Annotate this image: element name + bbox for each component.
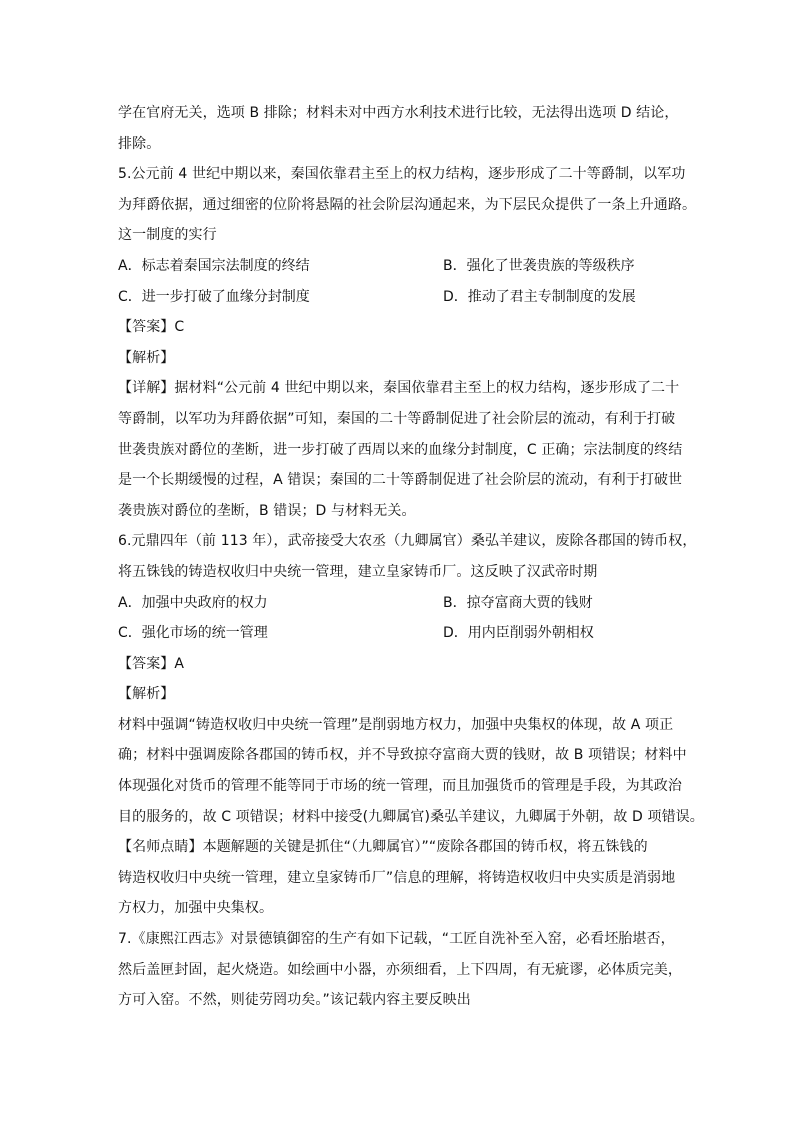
question-stem-line: 7.《康熙江西志》对景德镇御窑的生产有如下记载，“工匠自洗补至入窑，必看坯胎堪否， <box>118 931 675 948</box>
option-row <box>118 588 680 619</box>
option-row <box>118 251 680 282</box>
option-b: B．强化了世袭贵族的等级秩序 <box>443 257 635 274</box>
question-stem-line: 为拜爵依据，通过细密的位阶将悬隔的社会阶层沟通起来，为下层民众提供了一条上升通路。 <box>118 196 697 213</box>
analysis-label: 【解析】 <box>118 349 175 366</box>
top-continuation <box>118 98 680 159</box>
analysis-label: 【解析】 <box>118 686 175 703</box>
option-b: B．掠夺富商大贾的钱财 <box>443 594 593 611</box>
analysis-line: 材料中强调“铸造权收归中央统一管理”是削弱地方权力，加强中央集权的体现，故 A 项正 <box>118 716 674 733</box>
option-c: C．强化市场的统一管理 <box>118 625 268 642</box>
tip-line: 【名师点睛】本题解题的关键是抓住“（九卿属官）”“废除各郡国的铸币权，将五铢钱的 <box>118 839 648 856</box>
tip-line: 铸造权收归中央统一管理，建立皇家铸币厂”信息的理解，将铸造权收归中央实质是消弱地 <box>118 869 676 886</box>
text-line: 排除。 <box>118 135 161 152</box>
option-row <box>118 618 680 649</box>
question-stem-line: 然后盖匣封固，起火烧造。如绘画中小器，亦须细看，上下四周，有无疵谬，必体质完美， <box>118 961 682 978</box>
analysis-line: 世袭贵族对爵位的垄断，进一步打破了西周以来的血缘分封制度，C 正确；宗法制度的终结 <box>118 441 683 458</box>
analysis-line: 是一个长期缓慢的过程，A 错误；秦国的二十等爵制促进了社会阶层的流动，有利于打破世 <box>118 472 683 489</box>
question-5 <box>118 159 697 526</box>
question-stem-line: 将五铢钱的铸造权收归中央统一管理，建立皇家铸币厂。这反映了汉武帝时期 <box>118 563 598 580</box>
option-c: C．进一步打破了血缘分封制度 <box>118 288 310 305</box>
answer-line: 【答案】C <box>118 319 185 336</box>
question-stem-line: 6.元鼎四年（前 113 年），武帝接受大农丞（九卿属官）桑弘羊建议，废除各郡国的铸币权， <box>118 533 697 550</box>
option-a: A．加强中央政府的权力 <box>118 594 268 611</box>
option-a: A．标志着秦国宗法制度的终结 <box>118 257 310 274</box>
option-d: D．用内臣削弱外朝相权 <box>443 625 594 642</box>
analysis-line: 体现强化对货币的管理不能等同于市场的统一管理，而且加强货币的管理是手段，为其政治 <box>118 778 682 795</box>
text-line: 学在官府无关，选项 B 排除；材料未对中西方水利技术进行比较，无法得出选项 D 结论， <box>118 105 679 121</box>
question-stem-line: 这一制度的实行 <box>118 227 217 244</box>
analysis-line: 确；材料中强调废除各郡国的铸币权，并不导致掠夺富商大贾的钱财，故 B 项错误；材料中 <box>118 747 687 764</box>
question-stem-line: 5.公元前 4 世纪中期以来，秦国依靠君主至上的权力结构，逐步形成了二十等爵制，以军功 <box>118 166 686 183</box>
analysis-line: 袭贵族对爵位的垄断，B 错误；D 与材料无关。 <box>118 502 416 519</box>
question-stem-line: 方可入窑。不然，则徒劳罔功矣。”该记载内容主要反映出 <box>118 992 471 1009</box>
analysis-line: 等爵制，以军功为拜爵依据”可知，秦国的二十等爵制促进了社会阶层的流动，有利于打破 <box>118 410 676 427</box>
option-d: D．推动了君主专制制度的发展 <box>443 288 636 305</box>
answer-line: 【答案】A <box>118 655 185 672</box>
question-7 <box>118 924 680 1016</box>
analysis-line: 目的服务的，故 C 项错误；材料中接受(九卿属官)桑弘羊建议，九卿属于外朝，故 D 项错误。 <box>118 808 704 825</box>
tip-line: 方权力，加强中央集权。 <box>118 900 274 917</box>
question-6 <box>118 526 704 924</box>
document-page <box>118 98 704 1016</box>
option-row <box>118 282 680 313</box>
analysis-line: 【详解】据材料“公元前 4 世纪中期以来，秦国依靠君主至上的权力结构，逐步形成了二十 <box>118 380 680 397</box>
